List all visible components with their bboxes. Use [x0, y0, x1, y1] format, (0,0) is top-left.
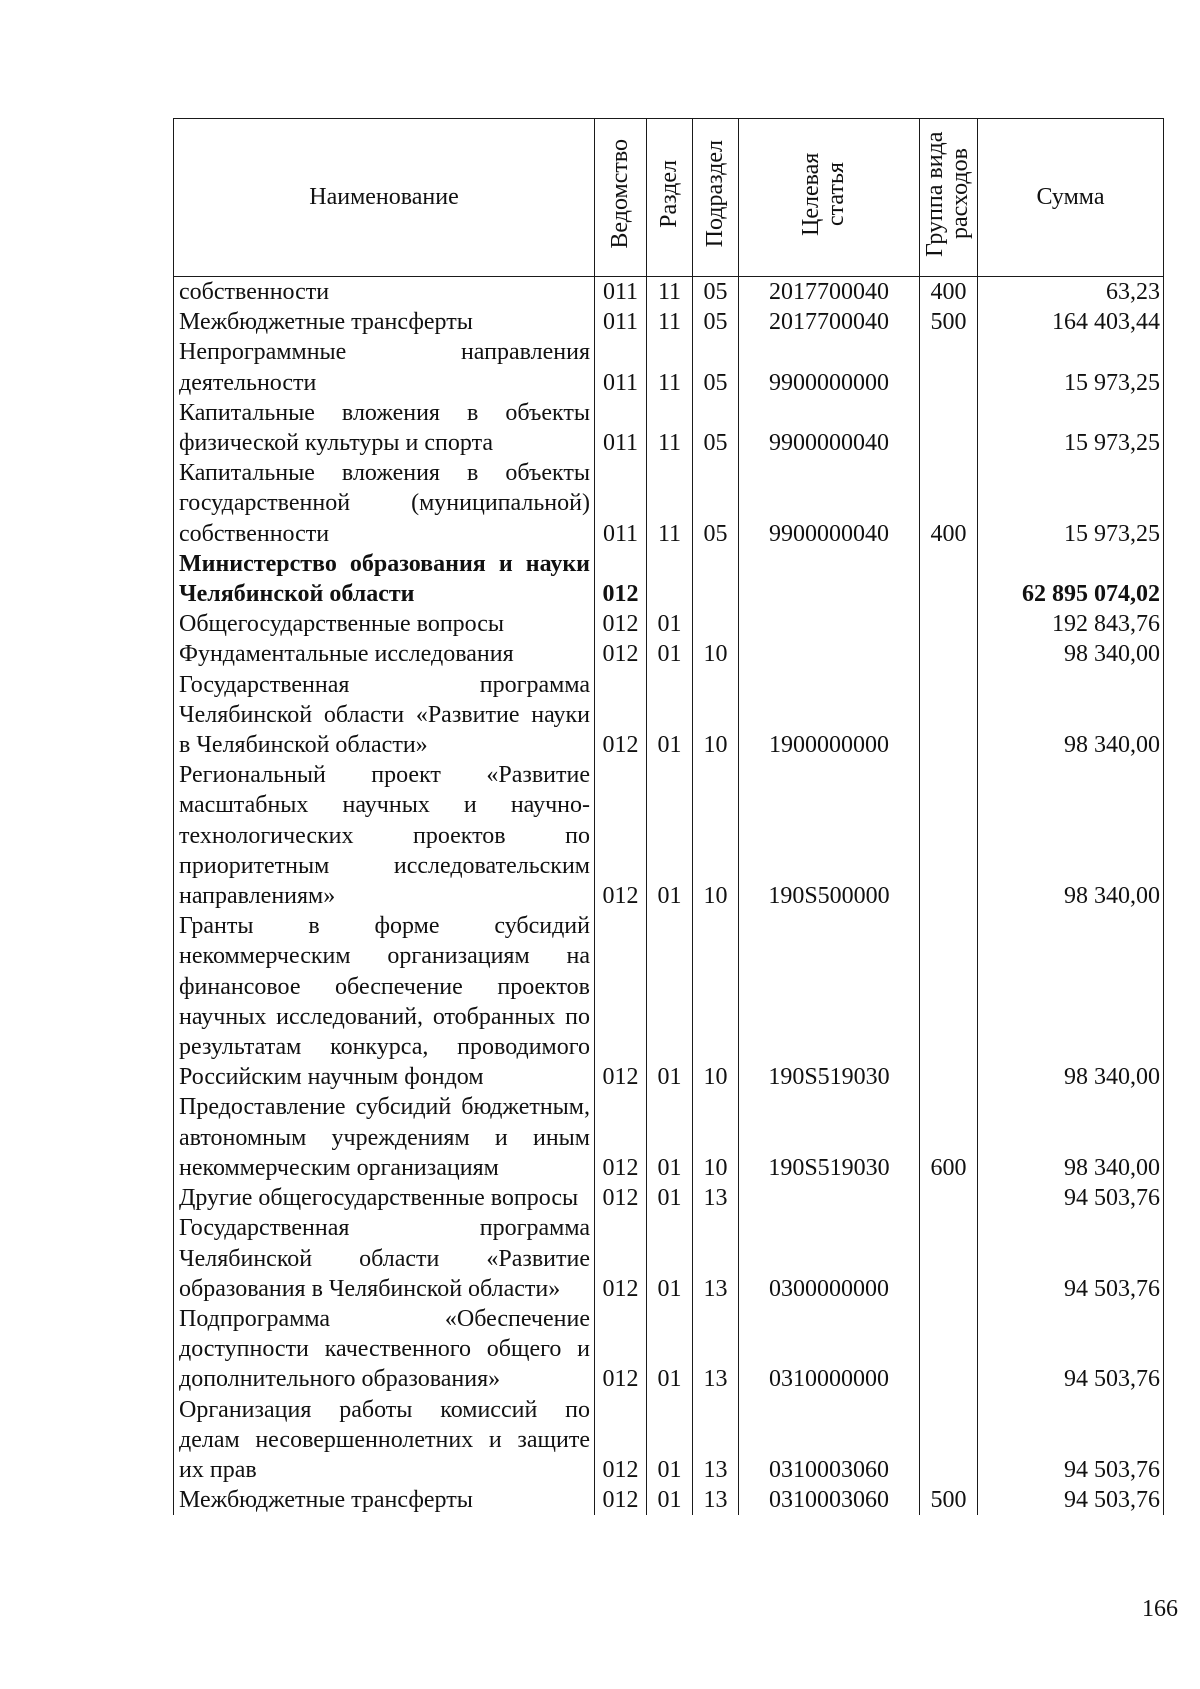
cell-group: 400	[920, 277, 978, 308]
cell-group	[920, 1304, 978, 1395]
cell-subsection: 05	[693, 458, 739, 549]
cell-amount: 15 973,25	[978, 398, 1164, 458]
cell-target	[739, 639, 920, 669]
cell-department: 012	[595, 609, 647, 639]
cell-name: Другие общегосударственные вопросы	[174, 1183, 595, 1213]
cell-target	[739, 1183, 920, 1213]
cell-subsection: 05	[693, 307, 739, 337]
cell-name: Межбюджетные трансферты	[174, 307, 595, 337]
cell-group: 500	[920, 307, 978, 337]
cell-name: Подпрограмма «Обеспечение доступности качественного общего и дополнительного образования»	[174, 1304, 595, 1395]
cell-group: 500	[920, 1485, 978, 1515]
header-expense-group: Группа вида расходов	[920, 119, 978, 277]
cell-target: 9900000040	[739, 458, 920, 549]
cell-amount: 192 843,76	[978, 609, 1164, 639]
cell-subsection	[693, 609, 739, 639]
cell-subsection: 13	[693, 1304, 739, 1395]
cell-target: 0310003060	[739, 1395, 920, 1486]
cell-subsection: 10	[693, 670, 739, 761]
cell-amount: 94 503,76	[978, 1395, 1164, 1486]
table-row	[174, 1395, 1164, 1486]
cell-amount: 94 503,76	[978, 1213, 1164, 1304]
cell-amount: 98 340,00	[978, 639, 1164, 669]
table-row	[174, 639, 1164, 669]
cell-name: Организация работы комиссий по делам несовершеннолетних и защите их прав	[174, 1395, 595, 1486]
header-name: Наименование	[174, 119, 595, 277]
cell-subsection: 05	[693, 398, 739, 458]
cell-department: 012	[595, 1183, 647, 1213]
cell-name: собственности	[174, 277, 595, 308]
table-row	[174, 1213, 1164, 1304]
cell-section	[647, 549, 693, 609]
cell-amount: 62 895 074,02	[978, 549, 1164, 609]
cell-group	[920, 549, 978, 609]
cell-group	[920, 398, 978, 458]
cell-group	[920, 760, 978, 911]
cell-section: 01	[647, 639, 693, 669]
header-amount: Сумма	[978, 119, 1164, 277]
cell-name: Капитальные вложения в объекты государственной (муниципальной) собственности	[174, 458, 595, 549]
header-subsection: Подраздел	[693, 119, 739, 277]
cell-name: Непрограммные направления деятельности	[174, 337, 595, 397]
cell-name: Гранты в форме субсидий некоммерческим организациям на финансовое обеспечение проектов научных исследований, отобранных по результатам конкурса, проводимого Российским научным фондом	[174, 911, 595, 1092]
table-row	[174, 337, 1164, 397]
cell-department: 012	[595, 670, 647, 761]
cell-group: 600	[920, 1092, 978, 1183]
cell-section: 01	[647, 670, 693, 761]
cell-department: 012	[595, 639, 647, 669]
cell-group	[920, 911, 978, 1092]
cell-section: 11	[647, 307, 693, 337]
cell-name: Межбюджетные трансферты	[174, 1485, 595, 1515]
cell-target: 0310003060	[739, 1485, 920, 1515]
cell-amount: 164 403,44	[978, 307, 1164, 337]
cell-department: 012	[595, 1485, 647, 1515]
cell-subsection: 13	[693, 1213, 739, 1304]
cell-department: 012	[595, 911, 647, 1092]
table-row	[174, 911, 1164, 1092]
cell-target: 9900000040	[739, 398, 920, 458]
header-section: Раздел	[647, 119, 693, 277]
cell-department: 012	[595, 760, 647, 911]
page-number: 166	[1142, 1596, 1178, 1622]
cell-amount: 94 503,76	[978, 1183, 1164, 1213]
table-row	[174, 1183, 1164, 1213]
cell-group	[920, 609, 978, 639]
header-department: Ведомство	[595, 119, 647, 277]
cell-amount: 63,23	[978, 277, 1164, 308]
table-row	[174, 1485, 1164, 1515]
cell-group	[920, 1395, 978, 1486]
cell-amount: 94 503,76	[978, 1485, 1164, 1515]
cell-department: 011	[595, 277, 647, 308]
cell-subsection: 10	[693, 1092, 739, 1183]
cell-section: 11	[647, 458, 693, 549]
table-row	[174, 1304, 1164, 1395]
cell-group	[920, 670, 978, 761]
cell-department: 012	[595, 1092, 647, 1183]
cell-amount: 98 340,00	[978, 670, 1164, 761]
cell-target: 190S519030	[739, 911, 920, 1092]
cell-subsection: 10	[693, 911, 739, 1092]
cell-subsection: 13	[693, 1485, 739, 1515]
cell-target: 190S519030	[739, 1092, 920, 1183]
cell-section: 01	[647, 911, 693, 1092]
cell-name: Государственная программа Челябинской области «Развитие образования в Челябинской области»	[174, 1213, 595, 1304]
table-header	[174, 119, 1164, 277]
table-row	[174, 307, 1164, 337]
cell-target: 9900000000	[739, 337, 920, 397]
cell-section: 11	[647, 337, 693, 397]
cell-subsection: 10	[693, 639, 739, 669]
cell-subsection: 10	[693, 760, 739, 911]
cell-target	[739, 549, 920, 609]
cell-name: Капитальные вложения в объекты физической культуры и спорта	[174, 398, 595, 458]
cell-amount: 98 340,00	[978, 760, 1164, 911]
table-row	[174, 398, 1164, 458]
cell-group	[920, 639, 978, 669]
cell-department: 011	[595, 458, 647, 549]
cell-amount: 94 503,76	[978, 1304, 1164, 1395]
cell-target: 2017700040	[739, 307, 920, 337]
cell-section: 11	[647, 398, 693, 458]
cell-section: 01	[647, 609, 693, 639]
cell-name: Предоставление субсидий бюджетным, автономным учреждениям и иным некоммерческим организациям	[174, 1092, 595, 1183]
cell-target: 2017700040	[739, 277, 920, 308]
cell-name: Министерство образования и науки Челябинской области	[174, 549, 595, 609]
cell-target: 0300000000	[739, 1213, 920, 1304]
cell-group	[920, 1213, 978, 1304]
cell-subsection	[693, 549, 739, 609]
cell-subsection: 05	[693, 277, 739, 308]
cell-target: 0310000000	[739, 1304, 920, 1395]
cell-department: 011	[595, 337, 647, 397]
table-row	[174, 458, 1164, 549]
cell-section: 01	[647, 1395, 693, 1486]
cell-target	[739, 609, 920, 639]
cell-target: 1900000000	[739, 670, 920, 761]
cell-subsection: 13	[693, 1183, 739, 1213]
cell-department: 012	[595, 1395, 647, 1486]
budget-table	[173, 118, 1164, 1515]
cell-department: 012	[595, 549, 647, 609]
cell-subsection: 05	[693, 337, 739, 397]
cell-department: 012	[595, 1304, 647, 1395]
table-row	[174, 277, 1164, 308]
cell-section: 01	[647, 1485, 693, 1515]
cell-section: 11	[647, 277, 693, 308]
cell-name: Фундаментальные исследования	[174, 639, 595, 669]
cell-amount: 98 340,00	[978, 911, 1164, 1092]
cell-department: 011	[595, 307, 647, 337]
cell-name: Общегосударственные вопросы	[174, 609, 595, 639]
header-target-article: Целевая статья	[739, 119, 920, 277]
table-row	[174, 1092, 1164, 1183]
table-row	[174, 609, 1164, 639]
cell-section: 01	[647, 1092, 693, 1183]
cell-amount: 98 340,00	[978, 1092, 1164, 1183]
cell-section: 01	[647, 1183, 693, 1213]
cell-group	[920, 1183, 978, 1213]
cell-subsection: 13	[693, 1395, 739, 1486]
cell-group	[920, 337, 978, 397]
cell-section: 01	[647, 1304, 693, 1395]
table-row	[174, 760, 1164, 911]
cell-group: 400	[920, 458, 978, 549]
cell-department: 012	[595, 1213, 647, 1304]
cell-amount: 15 973,25	[978, 337, 1164, 397]
cell-name: Региональный проект «Развитие масштабных научных и научно-технологических проектов по приоритетным исследовательским направлениям»	[174, 760, 595, 911]
cell-section: 01	[647, 760, 693, 911]
cell-department: 011	[595, 398, 647, 458]
cell-name: Государственная программа Челябинской области «Развитие науки в Челябинской области»	[174, 670, 595, 761]
table-row	[174, 670, 1164, 761]
table-row-ministry	[174, 549, 1164, 609]
cell-amount: 15 973,25	[978, 458, 1164, 549]
cell-target: 190S500000	[739, 760, 920, 911]
cell-section: 01	[647, 1213, 693, 1304]
